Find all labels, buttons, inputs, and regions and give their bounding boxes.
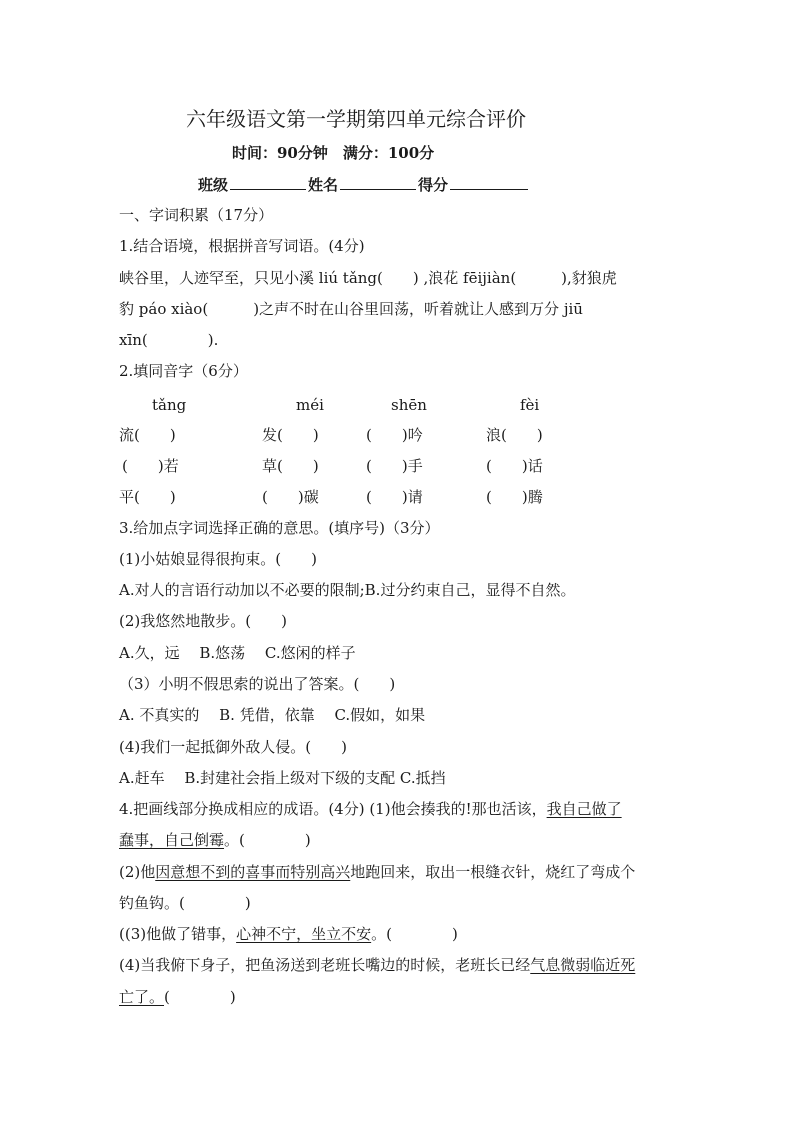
answer-blank: 。( ): [224, 831, 311, 849]
underlined-phrase: 亡了。: [119, 988, 165, 1006]
time-score-info: 时间：90分钟 满分：100分: [232, 144, 435, 162]
q4-item-1-line-2: [119, 830, 311, 850]
q3-sentence-2: (2)我悠然地散步。( ): [119, 612, 287, 630]
item-text: (4)当我俯下身子，把鱼汤送到老班长嘴边的时候，老班长已经: [119, 956, 531, 974]
pinyin-4: fèi: [520, 396, 540, 414]
q3-options-4: A.赶车 B.封建社会指上级对下级的支配 C.抵挡: [119, 769, 446, 787]
underlined-phrase: 气息微弱临近死: [530, 956, 636, 974]
q1-text-line-3: xīn( ).: [119, 331, 219, 349]
q4-prompt: 4.把画线部分换成相应的成语。(4分) (1)他会揍我的!那也活该，: [119, 800, 547, 818]
q2-cell: 发( ): [262, 426, 319, 444]
q2-cell: 浪( ): [486, 426, 543, 444]
q4-prompt-line: [119, 799, 622, 819]
q3-options-2: A.久，远 B.悠荡 C.悠闲的样子: [119, 644, 356, 662]
item-text: ((3)他做了错事，: [119, 925, 237, 943]
q4-item-3: [119, 924, 458, 944]
class-blank[interactable]: [230, 173, 306, 190]
pinyin-1: tǎng: [152, 396, 187, 414]
q1-text-line-1: 峡谷里，人迹罕至，只见小溪 liú tǎng( ) ,浪花 fēijiàn( ),豺狼虎: [119, 269, 617, 287]
underlined-phrase: 因意想不到的喜事而特别高兴: [155, 863, 351, 881]
q1-prompt: 1.结合语境，根据拼音写词语。(4分): [119, 237, 365, 255]
q3-options-1: A.对人的言语行动加以不必要的限制;B.过分约束自己，显得不自然。: [119, 581, 576, 599]
q1-text-line-2: 豹 páo xiào( )之声不时在山谷里回荡，听着就让人感到万分 jiū: [119, 300, 583, 318]
q2-cell: 平( ): [119, 488, 176, 506]
pinyin-2: méi: [296, 396, 324, 414]
q4-item-4-line-2: [119, 987, 236, 1007]
student-info-row: [198, 173, 530, 195]
page-title: 六年级语文第一学期第四单元综合评价: [186, 107, 526, 131]
q2-prompt: 2.填同音字（6分）: [119, 362, 248, 380]
q2-cell: ( )请: [366, 488, 423, 506]
answer-blank: 。( ): [371, 925, 458, 943]
item-text: (2)他: [119, 863, 156, 881]
class-label: 班级: [198, 176, 229, 194]
name-blank[interactable]: [340, 173, 416, 190]
score-blank[interactable]: [450, 173, 528, 190]
q2-cell: ( )吟: [366, 426, 423, 444]
q2-cell: 流( ): [119, 426, 176, 444]
answer-blank: ( ): [164, 988, 236, 1006]
q3-sentence-4: (4)我们一起抵御外敌人侵。( ): [119, 738, 347, 756]
q3-prompt: 3.给加点字词选择正确的意思。(填序号)（3分）: [119, 519, 440, 537]
name-label: 姓名: [308, 176, 339, 194]
q2-cell: ( )手: [366, 457, 423, 475]
section-heading: 一、字词积累（17分）: [119, 206, 274, 224]
underlined-phrase: 蠢事，自己倒霉: [119, 831, 225, 849]
q4-item-2-line-2: 钓鱼钩。( ): [119, 894, 251, 912]
q3-sentence-1: (1)小姑娘显得很拘束。( ): [119, 550, 317, 568]
underlined-phrase: 心神不宁，坐立不安: [236, 925, 372, 943]
q2-cell: ( )话: [486, 457, 543, 475]
q2-cell: ( )腾: [486, 488, 543, 506]
underlined-phrase: 我自己做了: [546, 800, 622, 818]
q3-options-3: A. 不真实的 B. 凭借，依靠 C.假如，如果: [119, 706, 426, 724]
pinyin-3: shēn: [391, 396, 427, 414]
score-label: 得分: [418, 176, 449, 194]
q4-item-2-line-1: [119, 862, 635, 882]
q3-sentence-3: （3）小明不假思索的说出了答案。( ): [119, 675, 396, 693]
item-text: 地跑回来，取出一根缝衣针，烧红了弯成个: [350, 863, 636, 881]
q2-cell: ( )碳: [262, 488, 319, 506]
q2-cell: 草( ): [262, 457, 319, 475]
q4-item-4-line-1: [119, 955, 635, 975]
q2-cell: ( )若: [122, 457, 179, 475]
